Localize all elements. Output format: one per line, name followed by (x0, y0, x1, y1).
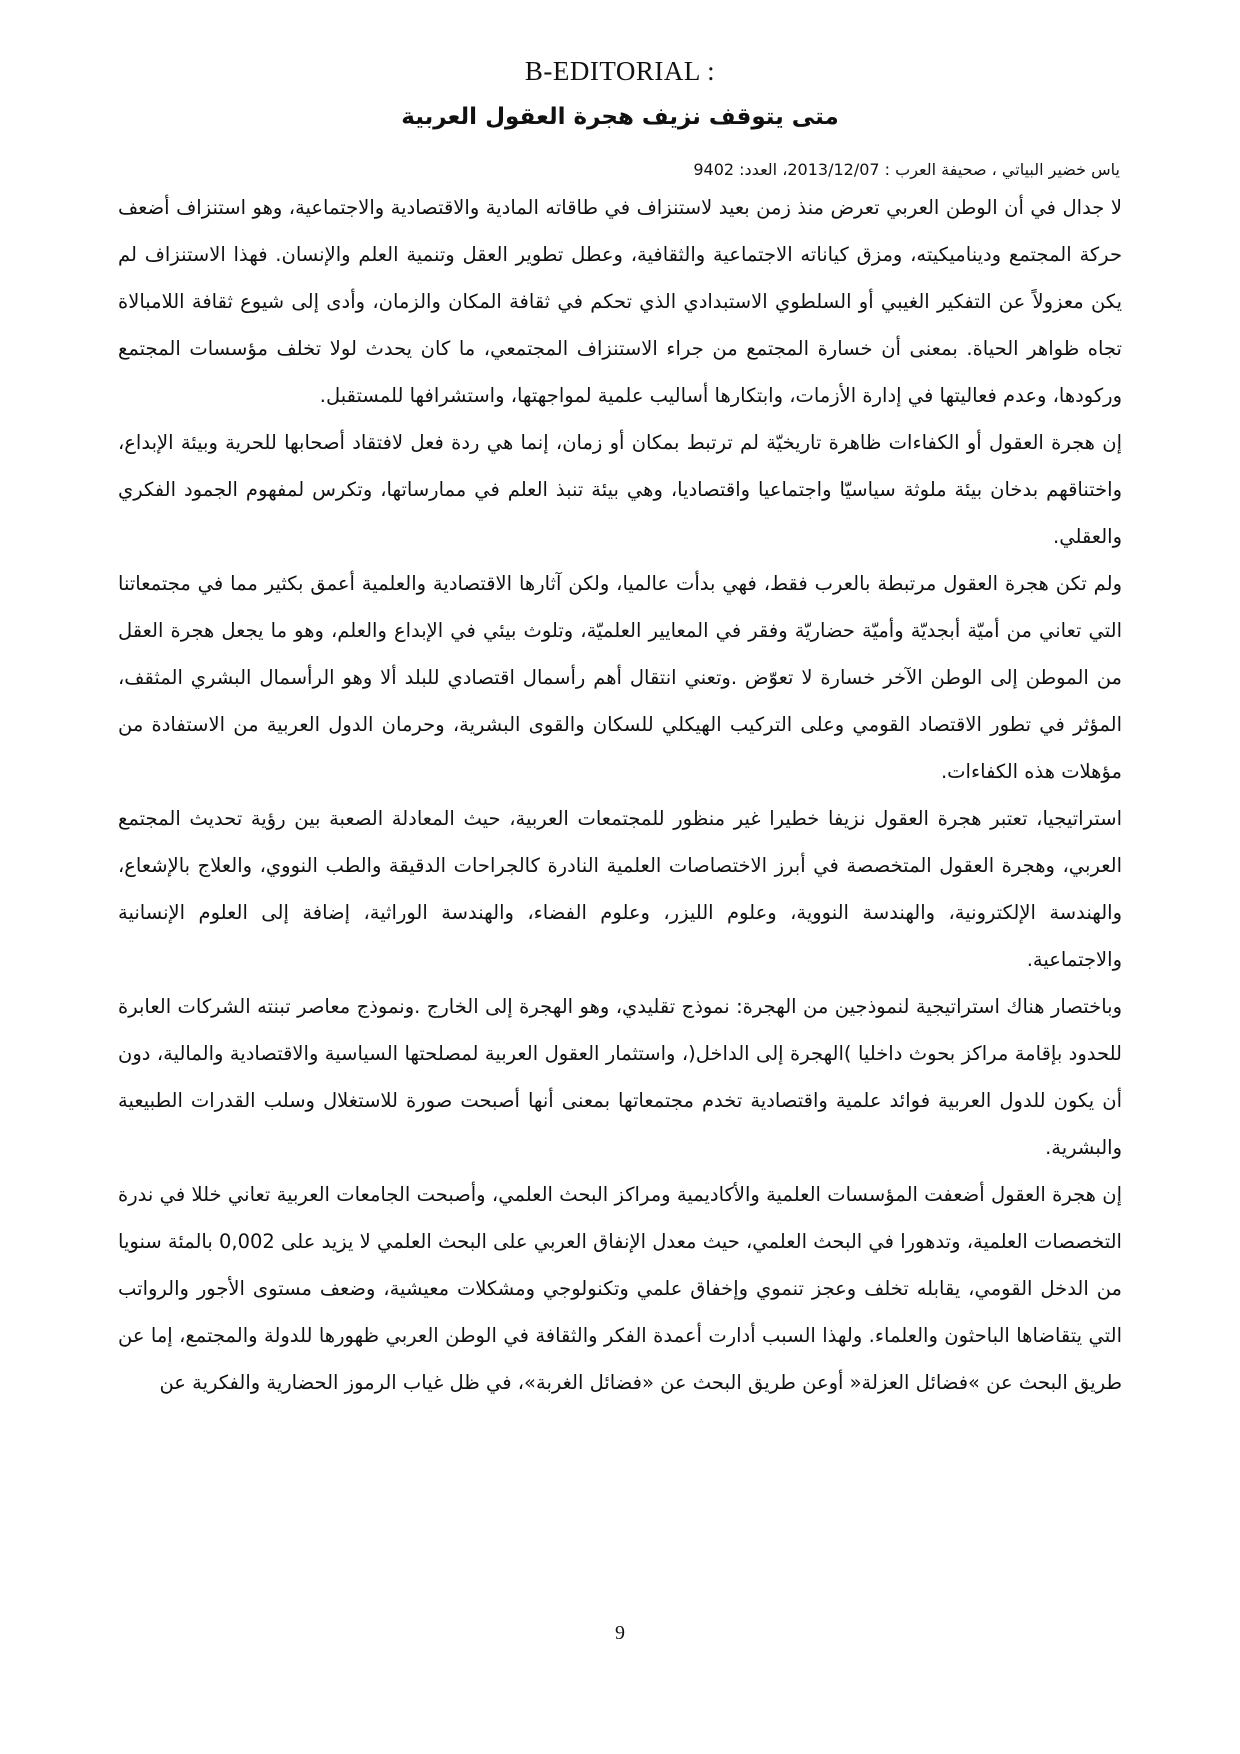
paragraph-2: إن هجرة العقول أو الكفاءات ظاهرة تاريخيّة لم ترتبط بمكان أو زمان، إنما هي ردة فعل لافتقاد أصحابها للحرية وبيئة الإبداع، واختناقهم بدخان بيئة ملوثة سياسيّا واجتماعيا واقتصاديا، وهي بيئة تنبذ العلم في ممارساتها، وتكرس لمفهوم الجمود الفكري والعقلي. (118, 431, 1122, 548)
paragraph-3: ولم تكن هجرة العقول مرتبطة بالعرب فقط، فهي بدأت عالميا، ولكن آثارها الاقتصادية والعلمية أعمق بكثير مما في مجتمعاتنا التي تعاني من أميّة أبجديّة وأميّة حضاريّة وفقر في المعايير العلميّة، وتلوث بيئي في الإبداع والعلم، وهو ما يجعل هجرة العقل من الموطن إلى الوطن الآخر خسارة لا تعوّض .وتعني انتقال أهم رأسمال اقتصادي للبلد ألا وهو الرأسمال البشري المثقف، المؤثر في تطور الاقتصاد القومي وعلى التركيب الهيكلي للسكان والقوى البشرية، وحرمان الدول العربية من الاستفادة من مؤهلات هذه الكفاءات. (118, 572, 1122, 783)
article-body (118, 184, 1122, 1406)
article-byline: ياس خضير البياتي ، صحيفة العرب : 2013/12/07، العدد: 9402 (693, 160, 1120, 179)
paragraph-4: استراتيجيا، تعتبر هجرة العقول نزيفا خطيرا غير منظور للمجتمعات العربية، حيث المعادلة الصعبة بين رؤية تحديث المجتمع العربي، وهجرة العقول المتخصصة في أبرز الاختصاصات العلمية النادرة كالجراحات الدقيقة والطب النووي، والعلاج بالإشعاع، والهندسة الإلكترونية، والهندسة النووية، وعلوم الليزر، وعلوم الفضاء، والهندسة الوراثية، إضافة إلى العلوم الإنسانية والاجتماعية. (118, 807, 1122, 971)
section-label: B-EDITORIAL : (524, 56, 716, 86)
paragraph-5: وباختصار هناك استراتيجية لنموذجين من الهجرة: نموذج تقليدي، وهو الهجرة إلى الخارج .ونموذج معاصر تبنته الشركات العابرة للحدود بإقامة مراكز بحوث داخليا )الهجرة إلى الداخل(، واستثمار العقول العربية لمصلحتها السياسية والاقتصادية والمالية، دون أن يكون للدول العربية فوائد علمية واقتصادية تخدم مجتمعاتها بمعنى أنها أصبحت صورة للاستغلال وسلب القدرات الطبيعية والبشرية. (118, 995, 1122, 1159)
page-number: 9 (615, 1622, 625, 1644)
paragraph-6: إن هجرة العقول أضعفت المؤسسات العلمية والأكاديمية ومراكز البحث العلمي، وأصبحت الجامعات العربية تعاني خللا في ندرة التخصصات العلمية، وتدهورا في البحث العلمي، حيث معدل الإنفاق العربي على البحث العلمي لا يزيد على 0,002 بالمئة سنويا من الدخل القومي، يقابله تخلف وعجز تنموي وإخفاق علمي وتكنولوجي ومشكلات معيشية، وضعف مستوى الأجور والرواتب التي يتقاضاها الباحثون والعلماء. ولهذا السبب أدارت أعمدة الفكر والثقافة في الوطن العربي ظهورها للدولة والمجتمع، إما عن طريق البحث عن »فضائل العزلة« أوعن طريق البحث عن «فضائل الغربة»، في ظل غياب الرموز الحضارية والفكرية عن (118, 1183, 1122, 1394)
paragraph-1: لا جدال في أن الوطن العربي تعرض منذ زمن بعيد لاستنزاف في طاقاته المادية والاقتصادية والاجتماعية، وهو استنزاف أضعف حركة المجتمع وديناميكيته، ومزق كياناته الاجتماعية والثقافية، وعطل تطوير العقل وتنمية العلم والإنسان. فهذا الاستنزاف لم يكن معزولاً عن التفكير الغيبي أو السلطوي الاستبدادي الذي تحكم في ثقافة المكان والزمان، وأدى إلى شيوع ثقافة اللامبالاة تجاه ظواهر الحياة. بمعنى أن خسارة المجتمع من جراء الاستنزاف المجتمعي، ما كان يحدث لولا تخلف مؤسسات المجتمع وركودها، وعدم فعاليتها في إدارة الأزمات، وابتكارها أساليب علمية لمواجهتها، واستشرافها للمستقبل. (118, 196, 1122, 407)
article-title: متى يتوقف نزيف هجرة العقول العربية (401, 104, 839, 130)
